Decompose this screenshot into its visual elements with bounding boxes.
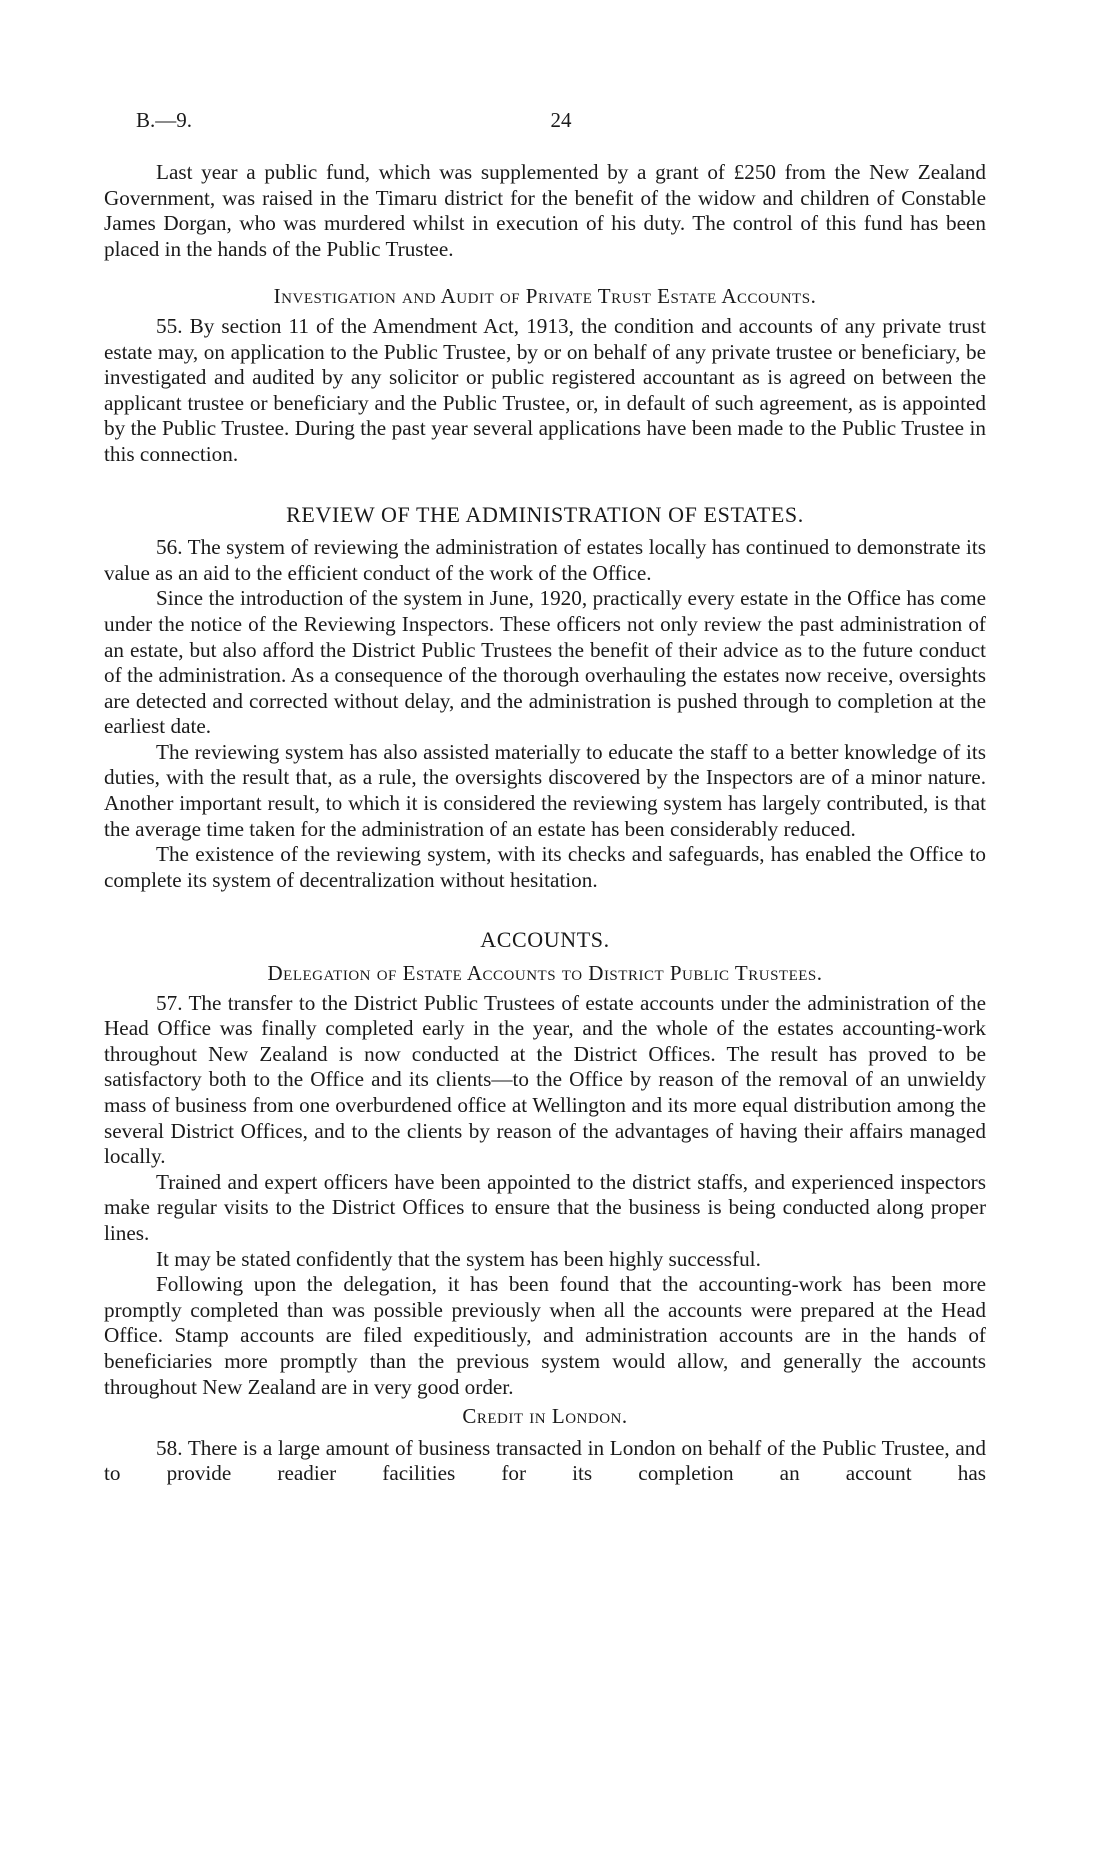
paragraph-58: 58. There is a large amount of business transacted in London on behalf of the Public Trustee, and to provide readier facilities for its completion an account has: [104, 1435, 986, 1486]
paragraph-56-intro: 56. The system of reviewing the administration of estates locally has continued to demonstrate its value as an aid to the efficient conduct of the work of the Office.: [104, 535, 986, 585]
page-body: [104, 160, 986, 1487]
paragraph-57-success: It may be stated confidently that the system has been highly successful.: [156, 1246, 761, 1271]
section-heading-accounts: ACCOUNTS.: [480, 927, 610, 953]
paragraph-56-decentralization: The existence of the reviewing system, with its checks and safeguards, has enabled the Office to complete its system of decentralization without hesitation.: [104, 842, 986, 892]
section-heading-investigation-audit: Investigation and Audit of Private Trust Estate Accounts.: [273, 284, 817, 309]
paragraph-57-trained-officers: Trained and expert officers have been appointed to the district staffs, and experienced inspectors make regular visits to the District Offices to ensure that the business is being conducted along proper lines.: [104, 1169, 986, 1245]
paragraph-56-staff-education: The reviewing system has also assisted materially to educate the staff to a better knowledge of its duties, with the result that, as a rule, the oversights discovered by the Inspectors are of a minor nature. Another important result, to which it is considered the reviewing system has largely contributed, is that the average time taken for the administration of an estate has been considerably reduced.: [104, 739, 986, 841]
page-header: [136, 108, 986, 138]
paragraph-public-fund: Last year a public fund, which was supplemented by a grant of £250 from the New Zealand Government, was raised in the Timaru district for the benefit of the widow and children of Constable James Dorgan, who was murdered whilst in execution of his duty. The control of this fund has been placed in the hands of the Public Trustee.: [104, 160, 986, 261]
page-number: 24: [550, 108, 572, 132]
subheading-credit-in-london: Credit in London.: [462, 1404, 628, 1429]
document-reference: B.—9.: [136, 108, 193, 132]
paragraph-56-introduction-of-system: Since the introduction of the system in June, 1920, practically every estate in the Office has come under the notice of the Reviewing Inspectors. These officers not only review the past administration of an estate, but also afford the District Public Trustees the benefit of their advice as to the future conduct of the administration. As a consequence of the thorough overhauling the estates now receive, oversights are detected and corrected without delay, and the administration is pushed through to completion at the earliest date.: [104, 586, 986, 739]
subheading-delegation-estate-accounts: Delegation of Estate Accounts to District Public Trustees.: [267, 961, 823, 986]
paragraph-57-following-delegation: Following upon the delegation, it has been found that the accounting-work has been more promptly completed than was possible previously when all the accounts were prepared at the Head Office. Stamp accounts are filed expeditiously, and administration accounts are in the hands of beneficiaries more promptly than the previous system would allow, and generally the accounts throughout New Zealand are in very good order.: [104, 1272, 986, 1399]
paragraph-57-transfer: 57. The transfer to the District Public Trustees of estate accounts under the administration of the Head Office was finally completed early in the year, and the whole of the estates accounting-work throughout New Zealand is now conducted at the District Offices. The result has proved to be satisfactory both to the Office and its clients—to the Office by reason of the removal of an unwieldy mass of business from one overburdened office at Wellington and its more equal distribution among the several District Offices, and to the clients by reason of the advantages of having their affairs managed locally.: [104, 990, 986, 1169]
paragraph-55: 55. By section 11 of the Amendment Act, 1913, the condition and accounts of any private trust estate may, on application to the Public Trustee, by or on behalf of any private trustee or beneficiary, be investigated and audited by any solicitor or public registered accountant as is agreed on between the applicant trustee or beneficiary and the Public Trustee, or, in default of such agreement, as is appointed by the Public Trustee. During the past year several applications have been made to the Public Trustee in this connection.: [104, 313, 986, 466]
section-heading-review-administration: REVIEW OF THE ADMINISTRATION OF ESTATES.: [286, 501, 804, 527]
